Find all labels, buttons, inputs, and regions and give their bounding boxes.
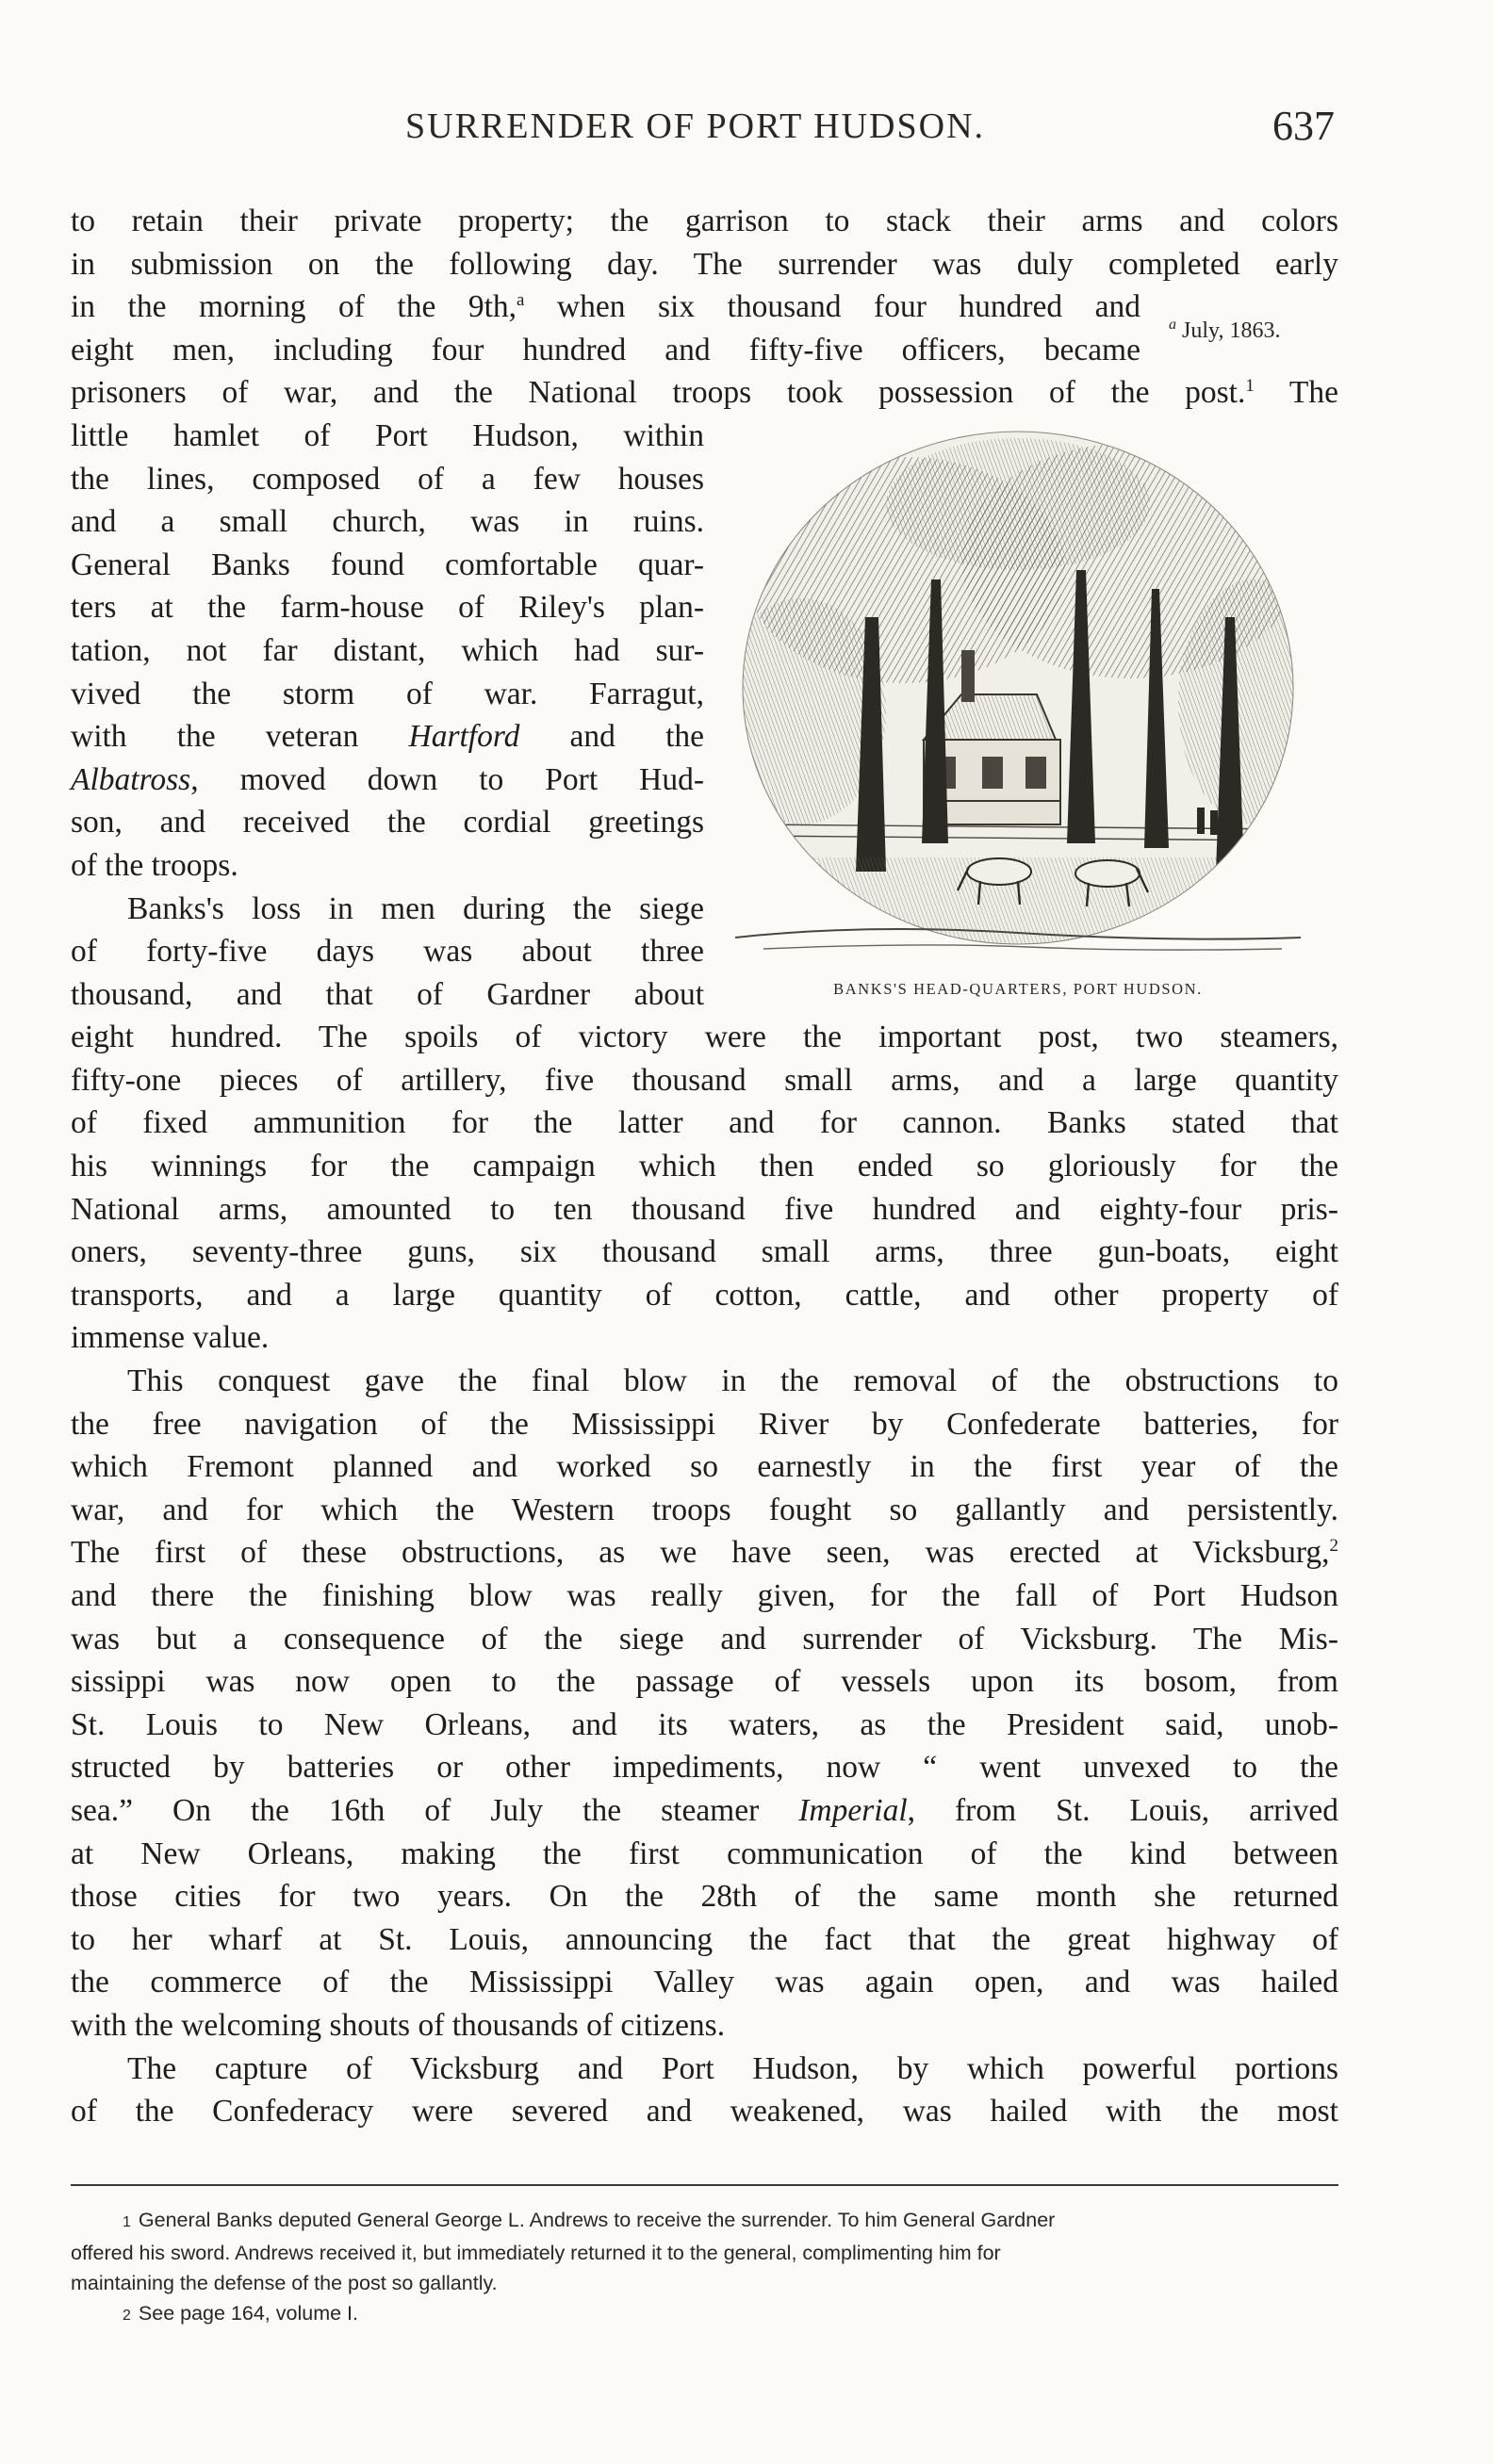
paragraph-3 (71, 1360, 1338, 2048)
text-line: of forty-five days was about three (71, 934, 704, 970)
text-line: son, and received the cordial greetings (71, 805, 704, 840)
paragraph-1 (71, 200, 1338, 888)
footnote-1-cont (71, 2268, 1338, 2298)
text-line: This conquest gave the final blow in the removal of the obstructions to (127, 1363, 1338, 1399)
text-line: those cities for two years. On the 28th of the same month she returned (71, 1879, 1338, 1915)
text-line: the lines, composed of a few houses (71, 461, 704, 497)
running-head (0, 102, 1493, 158)
text-line: of fixed ammunition for the latter and for cannon. Banks stated that (71, 1105, 1338, 1141)
text-line: prisoners of war, and the National troops took possession of the post.$^1$ The (71, 375, 1338, 411)
ship-name: Albatross (71, 761, 191, 797)
note-ref-a: a (517, 290, 525, 311)
ship-name: Imperial (798, 1792, 908, 1828)
text-line: in submission on the following day. The surrender was duly completed early (71, 246, 1338, 282)
text-line: of the troops. (71, 847, 238, 883)
footnote-1 (71, 2205, 1338, 2238)
text-line: and a small church, was in ruins. (71, 504, 704, 540)
footnote-text: See page 164, volume I. (138, 2302, 358, 2325)
text-line: with the welcoming shouts of thousands of citizens. (71, 2007, 726, 2043)
text-line: immense value. (71, 1320, 270, 1356)
text-line: transports, and a large quantity of cotton, cattle, and other property of (71, 1277, 1338, 1313)
text-line: at New Orleans, making the first communication of the kind between (71, 1836, 1338, 1871)
text-line: Banks's loss in men during the siege (127, 890, 704, 926)
text-line: eight men, including four hundred and fifty-five officers, became (71, 332, 1140, 367)
text-line: with the veteran Hartford and the (71, 719, 705, 755)
text-line: fifty-one pieces of artillery, five thousand small arms, and a large quantity (71, 1062, 1338, 1098)
paragraph-2 (71, 888, 1338, 1361)
footnote-number: 1 (123, 2214, 131, 2230)
text-line: tation, not far distant, which had sur- (71, 632, 704, 668)
text-line: vived the storm of war. Farragut, (71, 676, 704, 711)
text-line: St. Louis to New Orleans, and its waters, as the President said, unob- (71, 1706, 1338, 1742)
text-line: The capture of Vicksburg and Port Hudson, by which powerful portions (127, 2050, 1338, 2086)
text-line: of the Confederacy were severed and weakened, was hailed with the most (71, 2094, 1338, 2129)
margin-note-marker: a (1169, 317, 1176, 333)
text-line: Albatross, moved down to Port Hud- (71, 761, 704, 797)
text-line: the free navigation of the Mississippi River by Confederate batteries, for (71, 1406, 1338, 1442)
ship-name: Hartford (408, 719, 520, 755)
footnotes (71, 2205, 1338, 2331)
text-line: and there the finishing blow was really given, for the fall of Port Hudson (71, 1578, 1338, 1613)
footnote-ref-1: 1 (1245, 376, 1255, 397)
text-line: thousand, and that of Gardner about (71, 976, 704, 1012)
text-line: war, and for which the Western troops fought so gallantly and persistently. (71, 1492, 1338, 1527)
text-line: which Fremont planned and worked so earnestly in the first year of the (71, 1449, 1338, 1485)
text-line: was but a consequence of the siege and surrender of Vicksburg. The Mis- (71, 1621, 1338, 1656)
text-line: his winnings for the campaign which then ended so gloriously for the (71, 1149, 1338, 1184)
figure-caption: BANKS'S HEAD-QUARTERS, PORT HUDSON. (833, 980, 1203, 998)
text-line: sissippi was now open to the passage of vessels upon its bosom, from (71, 1664, 1338, 1700)
footnote-line: General Banks deputed General George L. Andrews to receive the surrender. To him General Gardner (138, 2209, 1056, 2231)
text-line: The first of these obstructions, as we have seen, was erected at Vicksburg,$^2$ (71, 1535, 1338, 1571)
text-line: structed by batteries or other impediments, now “ went unvexed to the (71, 1750, 1338, 1786)
paragraph-4 (71, 2048, 1338, 2133)
text-line: to her wharf at St. Louis, announcing the fact that the great highway of (71, 1921, 1338, 1957)
text-line: oners, seventy-three guns, six thousand small arms, three gun-boats, eight (71, 1234, 1338, 1270)
footnote-2 (71, 2298, 1338, 2331)
text-line: National arms, amounted to ten thousand five hundred and eighty-four pris- (71, 1191, 1338, 1227)
text-line: sea.” On the 16th of July the steamer Imperial, from St. Louis, arrived (71, 1792, 1338, 1828)
running-title: SURRENDER OF PORT HUDSON. (405, 106, 986, 146)
text-line: little hamlet of Port Hudson, within (71, 417, 704, 453)
text-line: to retain their private property; the garrison to stack their arms and colors (71, 204, 1338, 238)
body-text (71, 200, 1338, 2133)
text-line: eight hundred. The spoils of victory were the important post, two steamers, (71, 1020, 1338, 1055)
text-line: in the morning of the 9th,$^a$ when six thousand four hundred and (71, 289, 1140, 325)
footnote-line: maintaining the defense of the post so gallantly. (71, 2272, 498, 2294)
text-line: ters at the farm-house of Riley's plan- (71, 590, 704, 626)
text-line: General Banks found comfortable quar- (71, 547, 704, 582)
footnote-number: 2 (123, 2308, 131, 2324)
footnote-ref-2: 2 (1329, 1536, 1338, 1557)
footnote-rule (71, 2184, 1338, 2186)
page-number: 637 (1272, 103, 1335, 149)
margin-note-text: July, 1863. (1182, 318, 1281, 343)
text-line: the commerce of the Mississippi Valley was again open, and was hailed (71, 1965, 1338, 2000)
footnote-1-cont (71, 2238, 1338, 2268)
footnote-line: offered his sword. Andrews received it, but immediately returned it to the general, complimenting him for (71, 2242, 1001, 2264)
